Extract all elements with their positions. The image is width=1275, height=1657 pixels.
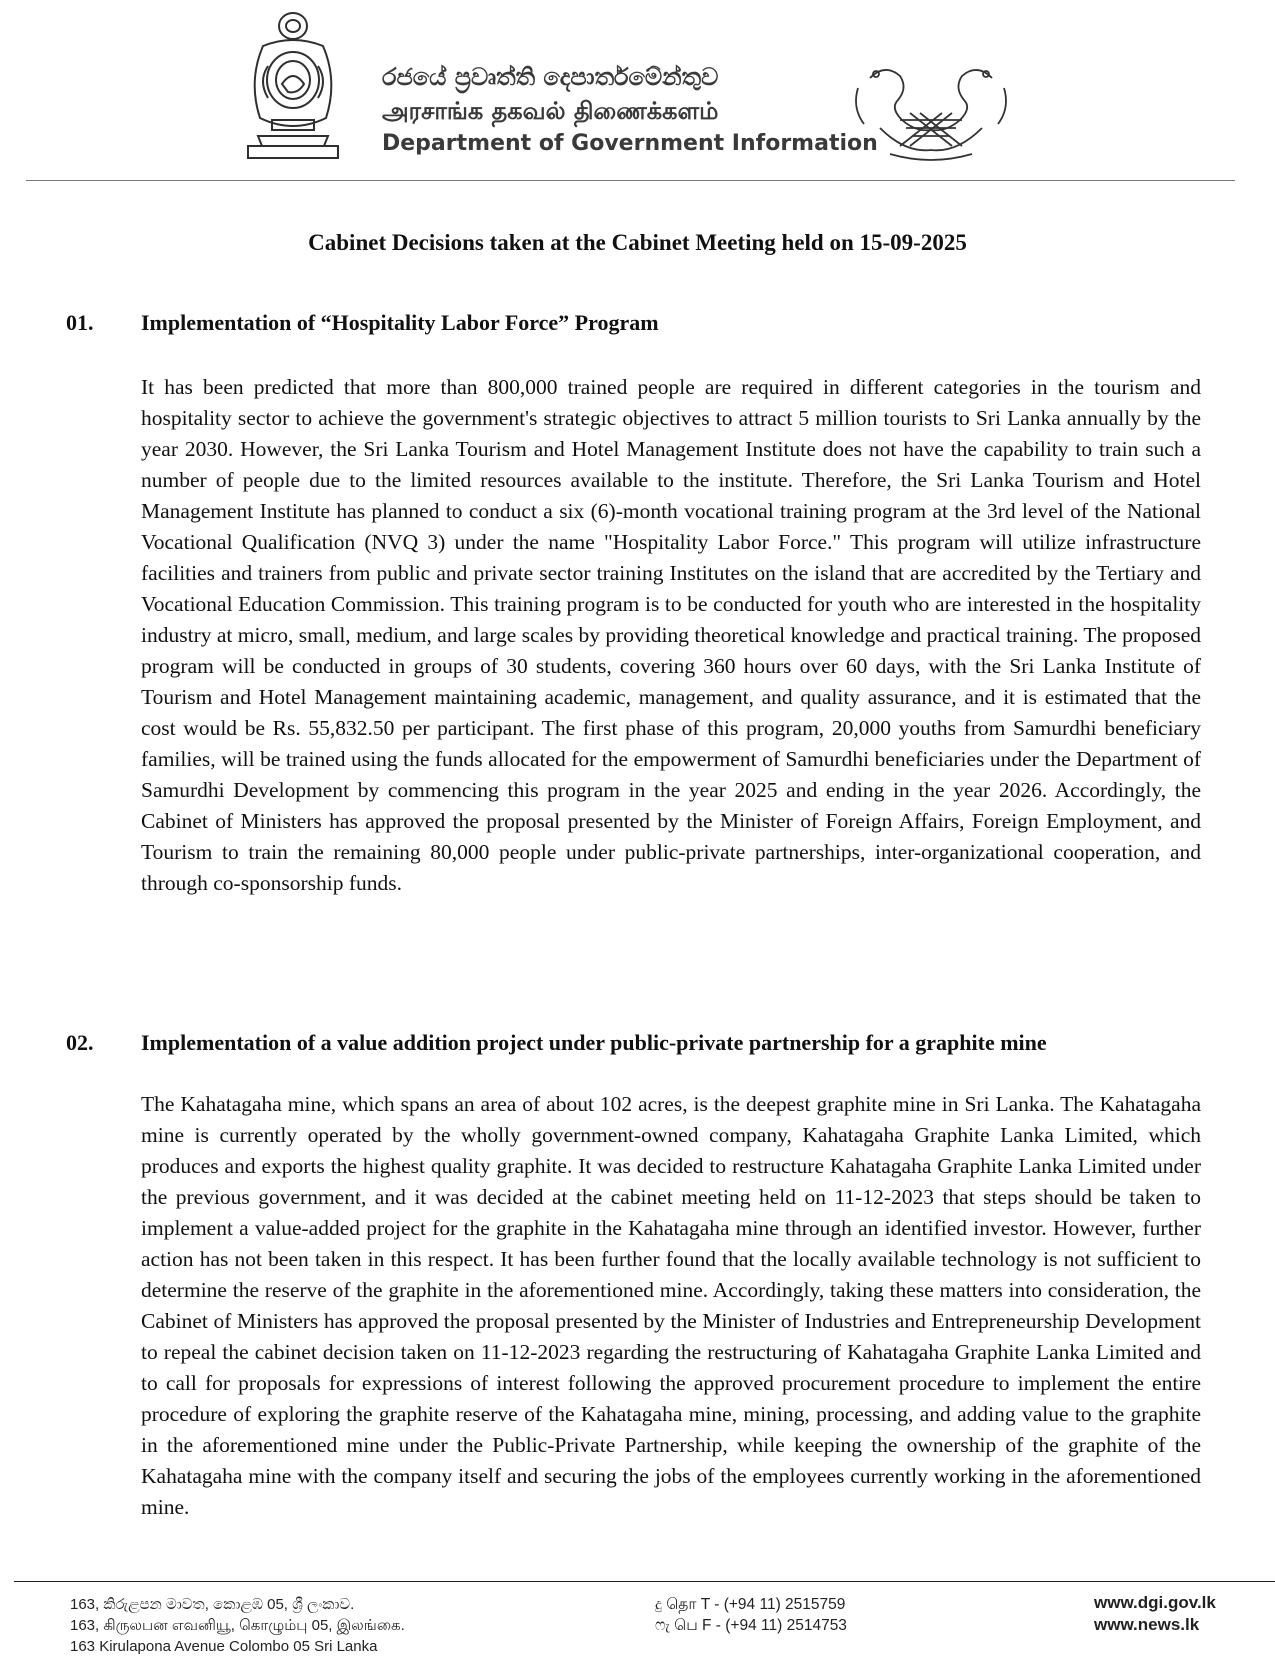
department-name-sinhala: රජයේ ප්‍රවෘත්ති දෙපාර්තමේන්තුව [382, 63, 719, 91]
fax-number: ෆැ பெ F - (+94 11) 2514753 [655, 1617, 847, 1634]
item-heading: Implementation of a value addition project under public-private partnership for a graphite mine [141, 1030, 1047, 1055]
item-body: It has been predicted that more than 800,000 trained people are required in different categories in the tourism and hospitality sector to achieve the government's strategic objectives to attract 5 million tourists to Sri Lanka annually by the year 2030. However, the Sri Lanka Tourism and Hotel Management Institute does not have the capability to train such a number of people due to the limited resources available to the institute. Therefore, the Sri Lanka Tourism and Hotel Management Institute has planned to conduct a six (6)-month vocational training program at the 3rd level of the National Vocational Qualification (NVQ 3) under the name "Hospitality Labor Force." This program will utilize infrastructure facilities and trainers from public and private sector training Institutes on the island that are accredited by the Tertiary and Vocational Education Commission. This training program is to be conducted for youth who are interested in the hospitality industry at micro, small, medium, and large scales by providing theoretical knowledge and practical training. The proposed program will be conducted in groups of 30 students, covering 360 hours over 60 days, with the Sri Lanka Institute of Tourism and Hotel Management maintaining academic, management, and quality assurance, and it is estimated that the cost would be Rs. 55,832.50 per participant. The first phase of this program, 20,000 youths from Samurdhi beneficiary families, will be trained using the funds allocated for the empowerment of Samurdhi beneficiaries under the Department of Samurdhi Development by commencing this program in the year 2025 and ending in the year 2026. Accordingly, the Cabinet of Ministers has approved the proposal presented by the Minister of Foreign Affairs, Foreign Employment, and Tourism to train the remaining 80,000 people under public-private partnerships, inter-organizational cooperation, and through co-sponsorship funds. [141, 375, 1201, 895]
footer-websites [1094, 1592, 1216, 1636]
header-divider [26, 180, 1235, 181]
footer-address [70, 1594, 405, 1657]
footer-contact [655, 1594, 847, 1636]
department-name-tamil: அரசாங்க தகவல் திணைக்களம் [382, 97, 719, 125]
sri-lanka-crest-emblem [238, 6, 348, 162]
website-link-dgi[interactable]: www.dgi.gov.lk [1094, 1593, 1216, 1612]
address-english: 163 Kirulapona Avenue Colombo 05 Sri Lanka [70, 1638, 378, 1655]
swan-pair-emblem [850, 58, 1012, 166]
item-heading: Implementation of “Hospitality Labor Force” Program [141, 310, 659, 335]
department-name-block [382, 60, 878, 160]
address-tamil: 163, கிருலபன எவனியூ, கொழும்பு 05, இலங்கை. [70, 1617, 405, 1634]
item-number: 02. [66, 1030, 94, 1055]
phone-number: දු தொ T - (+94 11) 2515759 [655, 1596, 846, 1613]
footer-divider [14, 1581, 1275, 1582]
website-link-news[interactable]: www.news.lk [1094, 1615, 1200, 1634]
address-sinhala: 163, කිරුළපන මාවත, කොළඹ 05, ශ්‍රී ලංකාව. [70, 1596, 355, 1613]
department-name-english: Department of Government Information [382, 131, 878, 156]
item-body: The Kahatagaha mine, which spans an area of about 102 acres, is the deepest graphite mine in Sri Lanka. The Kahatagaha mine is currently operated by the wholly government-owned company, Kahatagaha Graphite Lanka Limited, which produces and exports the highest quality graphite. It was decided to restructure Kahatagaha Graphite Lanka Limited under the previous government, and it was decided at the cabinet meeting held on 11-12-2023 that steps should be taken to implement a value-added project for the graphite in the Kahatagaha mine through an identified investor. However, further action has not been taken in this respect. It has been further found that the locally available technology is not sufficient to determine the reserve of the graphite in the aforementioned mine. Accordingly, taking these matters into consideration, the Cabinet of Ministers has approved the proposal presented by the Minister of Industries and Entrepreneurship Development to repeal the cabinet decision taken on 11-12-2023 regarding the restructuring of Kahatagaha Graphite Lanka Limited and to call for proposals for expressions of interest following the approved procurement procedure to implement the entire procedure of exploring the graphite reserve of the Kahatagaha mine, mining, processing, and adding value to the graphite in the aforementioned mine under the Public-Private Partnership, while keeping the ownership of the graphite of the Kahatagaha mine with the company itself and securing the jobs of the employees currently working in the aforementioned mine. [141, 1092, 1201, 1519]
item-number: 01. [66, 310, 94, 335]
footer [0, 1590, 1275, 1655]
document-title: Cabinet Decisions taken at the Cabinet Meeting held on 15-09-2025 [308, 230, 967, 255]
